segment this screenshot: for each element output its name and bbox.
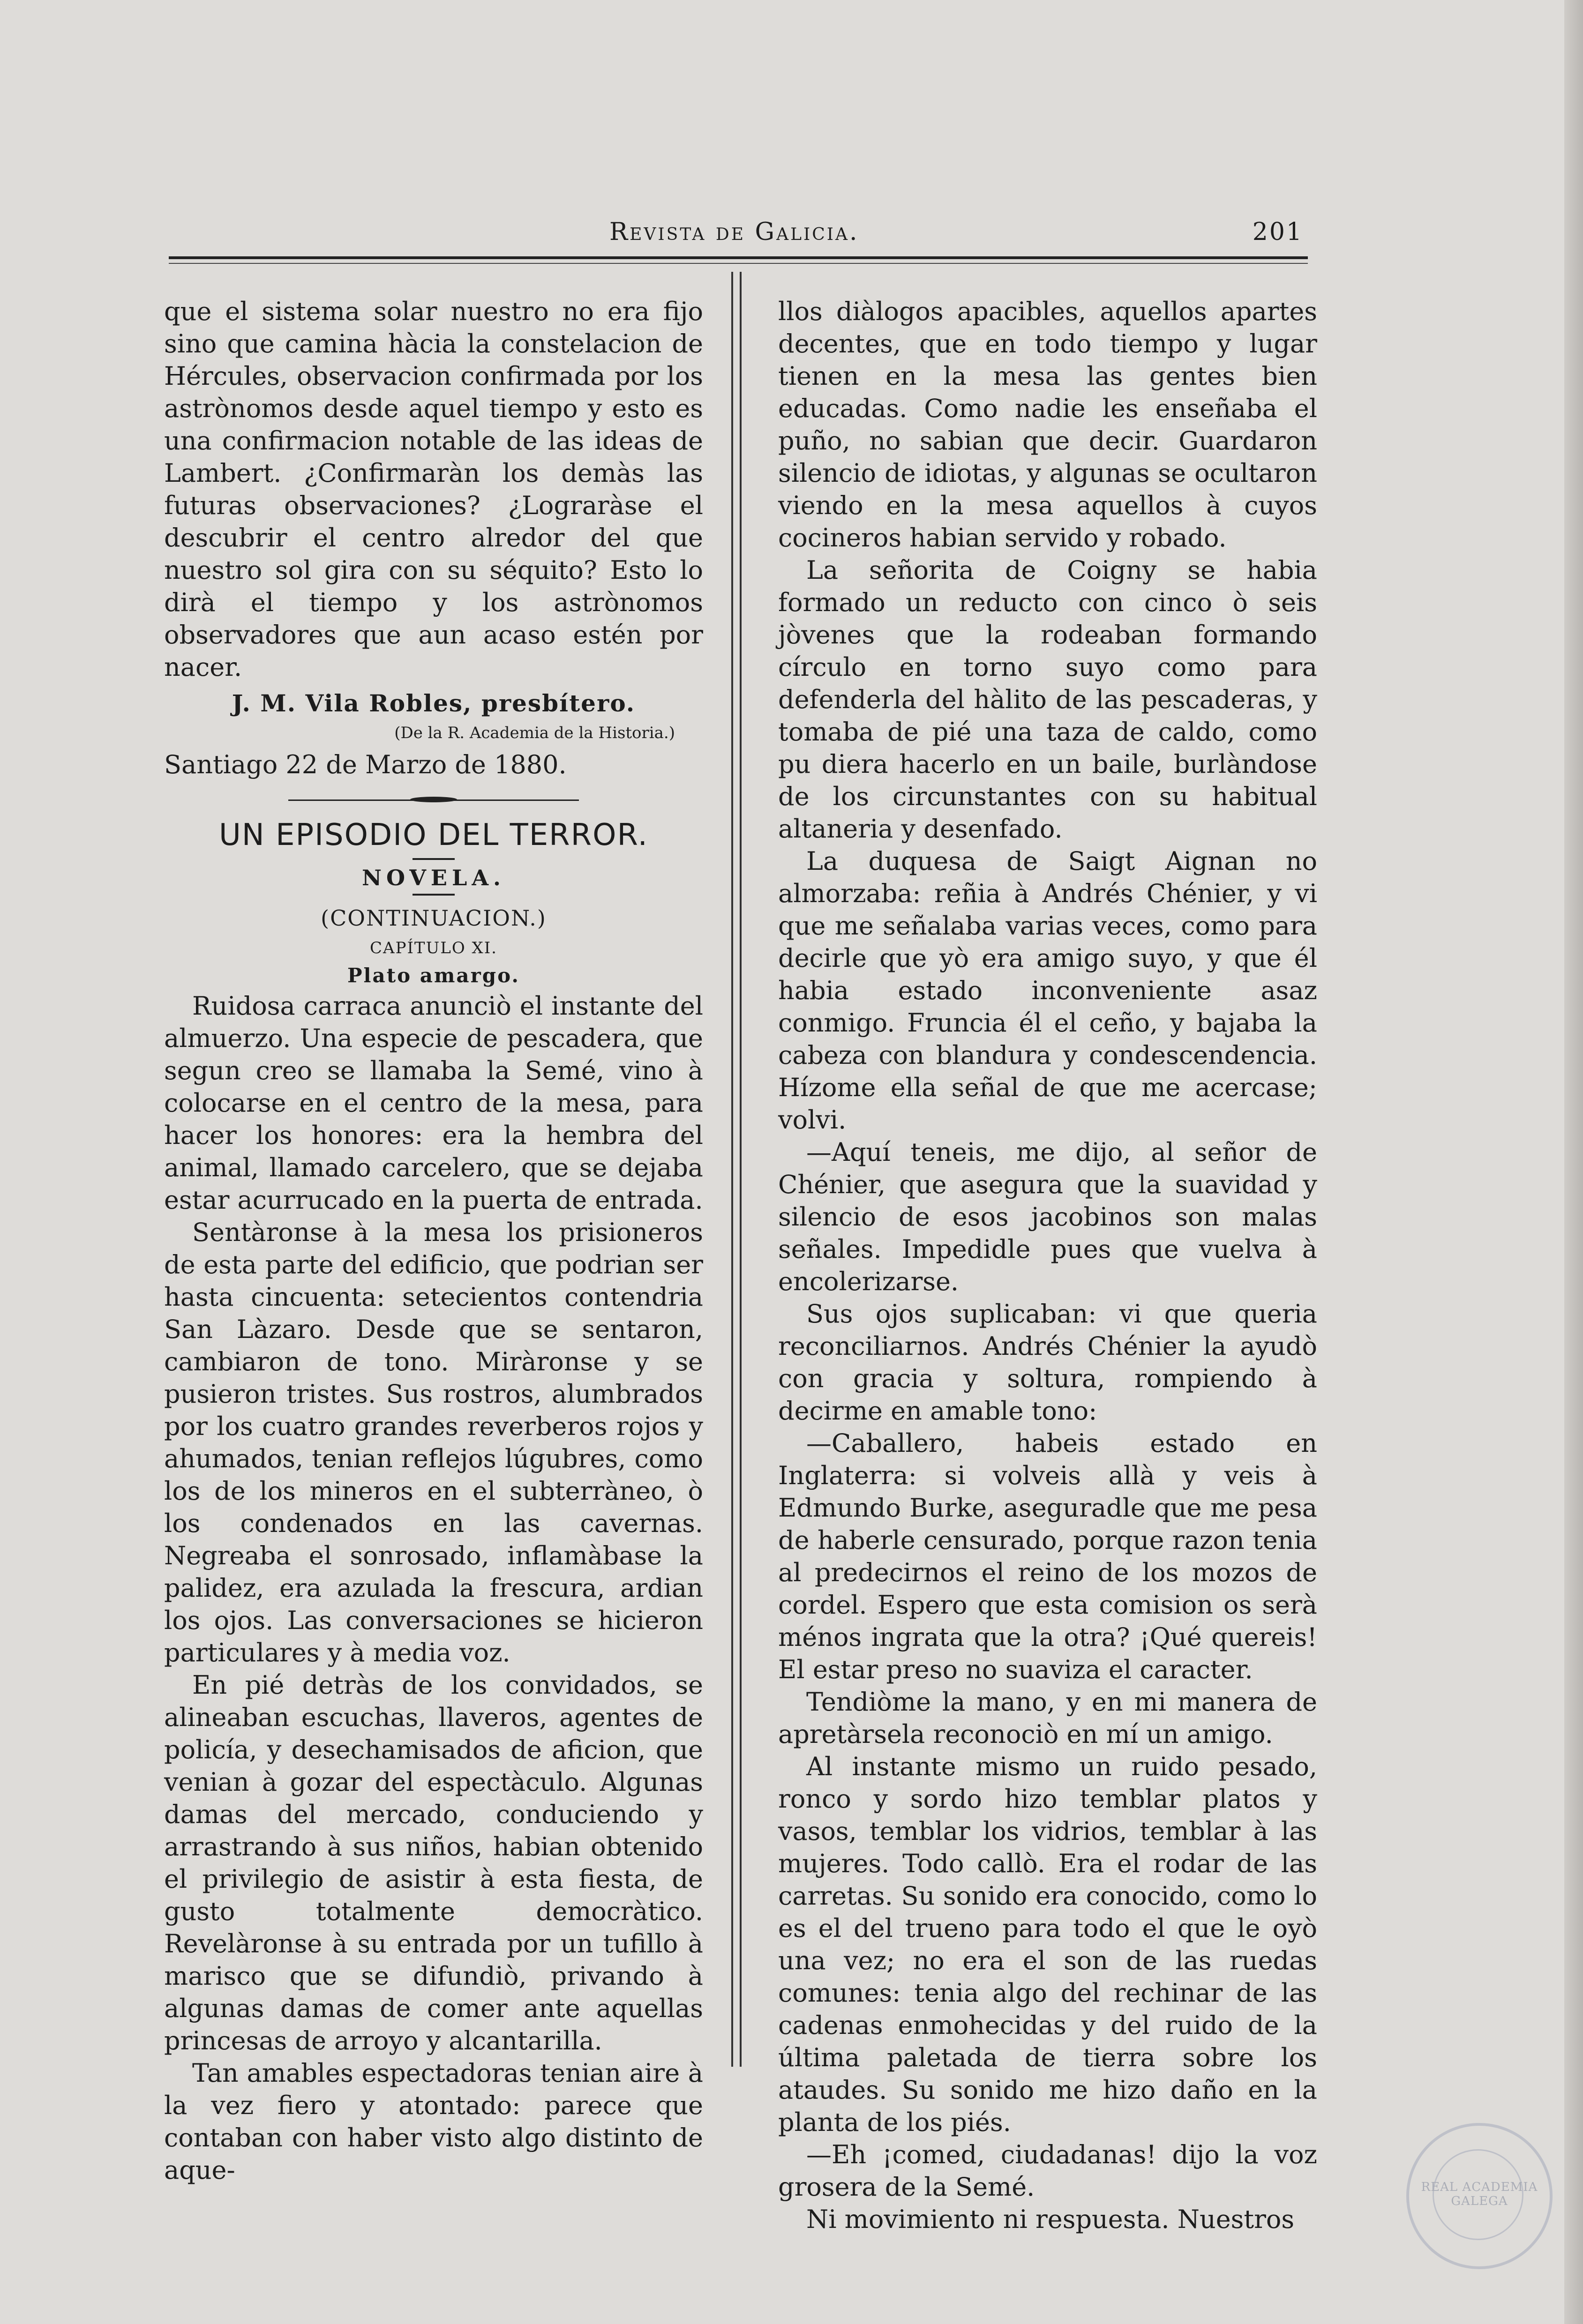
paragraph: Ruidosa carraca anunciò el instante del almuerzo. Una especie de pescadera, que segun creo se llamaba la Semé, vino à colocarse en el centro de la mesa, para hacer los honores: era la hembra del animal, llamado carcelero, que se dejaba estar acurrucado en la puerta de entrada. [164,991,703,1215]
paragraph: que el sistema solar nuestro no era fijo sino que camina hàcia la constelacion de Hércules, observacion confirmada por los astrònomos desde aquel tiempo y esto es una confirmacion notable de las ideas de Lambert. ¿Confirmaràn los demàs las futuras observaciones? ¿Lograràse el descubrir el centro alredor del que nuestro sol gira con su séquito? Esto lo dirà el tiempo y los astrònomos observadores que aun acaso estén por nacer. [164,297,703,682]
running-header [169,213,1308,265]
short-rule [413,894,455,896]
paragraph: Sentàronse à la mesa los prisioneros de esta parte del edificio, que podrian ser hasta cincuenta: setecientos contendria San Làzaro. Desde que se sentaron, cambiaron de tono. Miràronse y se pusieron tristes. Sus rostros, alumbrados por los cuatro grandes reverberos rojos y ahumados, tenian reflejos lúgubres, como los de los mineros en el subterràneo, ò los condenados en las cavernas. Negreaba el sonrosado, inflamàbase la palidez, era azulada la frescura, ardian los ojos. Las conversaciones se hicieron particulares y à media voz. [164,1218,703,1667]
ornament-divider [288,800,579,805]
right-column [778,295,1317,2234]
paragraph: llos diàlogos apacibles, aquellos apartes decentes, que en todo tiempo y lugar tienen en la mesa las gentes bien educadas. Como nadie les enseñaba el puño, no sabian que decir. Guardaron silencio de idiotas, y algunas se ocultaron viendo en la mesa aquellos à cuyos cocineros habian servido y robado. [778,297,1317,553]
chapter-number: CAPÍTULO XI. [370,939,497,957]
paragraph: —Caballero, habeis estado en Inglaterra: si volveis allà y veis à Edmundo Burke, aseguradle que me pesa de haberle censurado, porque razon tenia al predecirnos el reino de los mozos de cordel. Espero que esta comision os serà ménos ingrata que la otra? ¡Qué quereis! El estar preso no suaviza el caracter. [778,1428,1317,1684]
paragraph: Sus ojos suplicaban: vi que queria reconciliarnos. Andrés Chénier la ayudò con gracia y soltura, rompiendo à decirme en amable tono: [778,1299,1317,1426]
chapter-title: Plato amargo. [347,964,520,987]
left-column [164,295,703,2185]
library-stamp [1406,2123,1553,2269]
paragraph: Tan amables espectadoras tenian aire à la vez fiero y atontado: parece que contaban con haber visto algo distinto de aque- [164,2058,703,2185]
paragraph: La duquesa de Saigt Aignan no almorzaba: reñia à Andrés Chénier, y vi que me señalaba varias veces, como para decirle que yò era amigo suyo, y que él habia estado inconveniente asaz conmigo. Fruncia él el ceño, y bajaba la cabeza con blandura y condescendencia. Hízome ella señal de que me acercase; volvi. [778,846,1317,1135]
genre-label: NOVELA. [361,865,506,890]
author-signature: J. M. Vila Robles, presbítero. [232,689,636,717]
paragraph: Al instante mismo un ruido pesado, ronco y sordo hizo temblar platos y vasos, temblar los vidrios, temblar à las mujeres. Todo callò. Era el rodar de las carretas. Su sonido era conocido, como lo es el del trueno para todo el que le oyò una vez; no era el son de las ruedas comunes: tenia algo del rechinar de las cadenas enmohecidas y del ruido de la última paletada de tierra sobre los ataudes. Su sonido me hizo daño en la planta de los piés. [778,1752,1317,2137]
story-title: UN EPISODIO DEL TERROR. [219,818,648,852]
author-affiliation: (De la R. Academia de la Historia.) [394,724,675,742]
continuation-label: (CONTINUACION.) [321,905,547,931]
page-number: 201 [1252,218,1303,246]
paragraph: —Aquí teneis, me dijo, al señor de Chénier, que asegura que la suavidad y silencio de esos jacobinos son malas señales. Impedidle pues que vuelva à encolerizarse. [778,1137,1317,1296]
column-divider [731,272,742,2067]
header-rule [169,256,1308,264]
journal-title: Revista de Galicia. [609,218,859,246]
paragraph: —Eh ¡comed, ciudadanas! dijo la voz grosera de la Semé. [778,2140,1317,2202]
stamp-text: REAL ACADEMIA GALEGA [1421,2180,1538,2208]
paragraph: Tendiòme la mano, y en mi manera de apretàrsela reconociò en mí un amigo. [778,1687,1317,1749]
paragraph: La señorita de Coigny se habia formado un reducto con cinco ò seis jòvenes que la rodeaban formando círculo en torno suyo como para defenderla del hàlito de las pescaderas, y tomaba de pié una taza de caldo, como pu diera hacerlo en un baile, burlàndose de los circunstantes con su habitual altaneria y desenfado. [778,555,1317,844]
page-edge [1564,0,1583,2324]
short-rule [413,858,455,860]
place-date: Santiago 22 de Marzo de 1880. [164,750,567,779]
paragraph: En pié detràs de los convidados, se alineaban escuchas, llaveros, agentes de policía, y desechamisados de aficion, que venian à gozar del espectàculo. Algunas damas del mercado, conduciendo y arrastrando à sus niños, habian obtenido el privilegio de asistir à esta fiesta, de gusto totalmente democràtico. Revelàronse à su entrada por un tufillo à marisco que se difundiò, privando à algunas damas de comer ante aquellas princesas de arroyo y alcantarilla. [164,1670,703,2055]
paragraph: Ni movimiento ni respuesta. Nuestros [806,2204,1295,2234]
